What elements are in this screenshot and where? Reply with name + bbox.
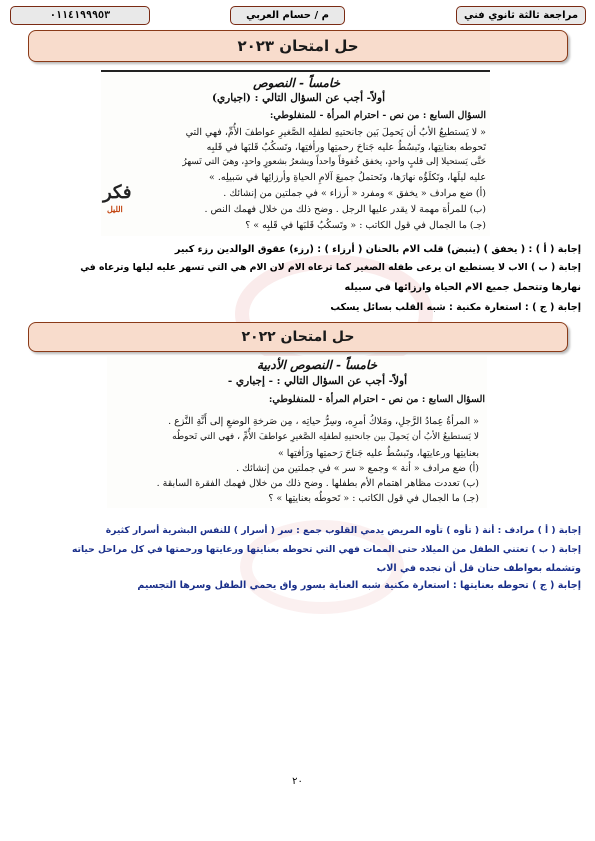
scan-question-c: (جـ) ما الجمال في قول الكاتب : « وتَسكُبُ قَلبَها في قَلبِه » ؟ xyxy=(245,220,486,231)
scan-text-line: حَتَّى يَستحيلا إلى قلبٍ واحدٍ، يخفق خُفوقاً واحداً ويشعرُ بشعورٍ واحدٍ، وهيَ التي تَسهرُ xyxy=(182,157,486,167)
scan-text-line: لا يَستطيعُ الأبُ أن يَحمِلَ بين جانحتيهِ لطفلِه الصَّغيرِ عواطفَ الأُمِّ ، فهي التي تَحوطُه xyxy=(172,432,479,442)
exam-2022-banner: حل امتحان ٢٠٢٢ xyxy=(28,322,568,352)
exam-2022-question-scan xyxy=(107,356,487,508)
scan-text-line: « المرأةُ عِمادُ الرَّجلِ، ومَلاكُ أمرِه، وسِرُّ حياتِه ، مِن صَرخةِ الوضعِ إلى أَنَّةِ النَّزع . xyxy=(168,416,479,427)
scan-text-line: عليه ليلَها، وتَكلَؤُه نهارَها، وتَحتملُ جميعَ آلامِ الحياةِ وأرزائِها في سَبيلِه. » xyxy=(209,172,486,183)
scan-question-a: (أ) ضع مرادف « يخفق » ومفرد « أرزاء » في جملتين من إنشائك . xyxy=(223,188,486,199)
header-teacher: م / حسام العربي xyxy=(230,6,345,25)
answer-2022-b-cont: وتشمله بعواطف حنان قل أن نجده في الاب xyxy=(376,563,581,574)
answer-2022-c: إجابة ( ج ) تحوطه بعنايتها : استعارة مكنية شبه العناية بسور واق يحمي الطفل وسرها التجسيم xyxy=(137,580,581,591)
answer-2023-c: إجابة ( ج ) : استعارة مكنية : شبه القلب بسائل يسكب xyxy=(330,302,581,313)
answer-2023-a: إجابة ( أ ) : ( يخفق ) (ينبض) قلب الام بالحنان ( أرزاء ) : (رزء) عقوق الوالدين رزء كبير xyxy=(174,244,581,255)
header-review-title: مراجعة ثالثة ثانوي فني xyxy=(456,6,586,25)
scan-title: خامساً - النصوص xyxy=(253,76,340,90)
scan-question-a: (أ) ضع مرادف « أنة » وجمع « سر » في جملتين من إنشائك . xyxy=(236,463,479,474)
scan-question-b: (ب) تعددت مظاهر اهتمام الأم بطفلها . وضح ذلك من خلال فهمك الفقرة السابقة . xyxy=(156,478,479,489)
scan-subtitle: أولاً- أجب عن السؤال التالي : - إجباري - xyxy=(227,375,407,387)
answer-2022-a: إجابة ( أ ) مرادف : أنة ( تأوه ) تأوه المريض يدمي القلوب جمع : سر ( أسرار ) للنفس البشرية أسرار كثيرة xyxy=(105,525,581,536)
scan-question-head: السؤال السابع : من نص - احترام المرأة - للمنفلوطي: xyxy=(269,110,486,121)
header-phone: ٠١١٤١٩٩٩٥٣ xyxy=(10,6,150,25)
scan-title: خامساً - النصوص الأدبية xyxy=(256,358,377,372)
scan-question-c: (جـ) ما الجمال في قول الكاتب : « تَحوطُه بعنايتِها » ؟ xyxy=(268,493,479,504)
scan-question-b: (ب) للمرأة مهمة لا يقدر عليها الرجل . وضح ذلك من خلال فهمك النص . xyxy=(204,204,486,215)
answer-2023-b: إجابة ( ب ) الاب لا يستطيع ان يرعى طفله الصغير كما ترعاه الام لان الام هي التي تسهر عليه ليلها وترعاه في xyxy=(80,262,581,273)
logo-layl: الليل xyxy=(107,204,123,214)
answer-2023-b-cont: نهارها وتتحمل جميع الام الحياة وارزائها في سبيله xyxy=(344,282,581,293)
exam-2023-banner: حل امتحان ٢٠٢٣ xyxy=(28,30,568,62)
scan-question-head: السؤال السابع : من نص - احترام المرأة - للمنفلوطي: xyxy=(268,394,485,405)
answer-2022-b: إجابة ( ب ) تعتني الطفل من الميلاد حتى الممات فهي التي تحوطه بعنايتها ورعايتها ورحمتها في كل مراحل حياته xyxy=(71,544,581,555)
scan-subtitle: أولاً- أجب عن السؤال التالي : (اجباري) xyxy=(211,92,385,104)
page-number: ٢٠ xyxy=(292,776,303,787)
scan-text-line: « لا يَستطيعُ الأبُ أن يَحمِلَ بَين جانحتيهِ لطفلِه الصَّغيرِ عواطفَ الأُمِّ، فهي التي xyxy=(185,127,486,138)
logo-fekr: فكر xyxy=(103,182,132,203)
scan-text-line: بعنايتِها ورعايتِها، وتَبسُطُ عليه جَناحَ رَحمتِها ورَأفتِها » xyxy=(277,448,479,459)
scan-text-line: تَحوطه بعنايتِها، وتَبسُطُ عليه جَناحَ رحمتِها ورأفتِها، وتَسكُبُ قَلبَها في قَلبِه xyxy=(206,142,486,153)
exam-2023-question-scan xyxy=(101,70,490,236)
